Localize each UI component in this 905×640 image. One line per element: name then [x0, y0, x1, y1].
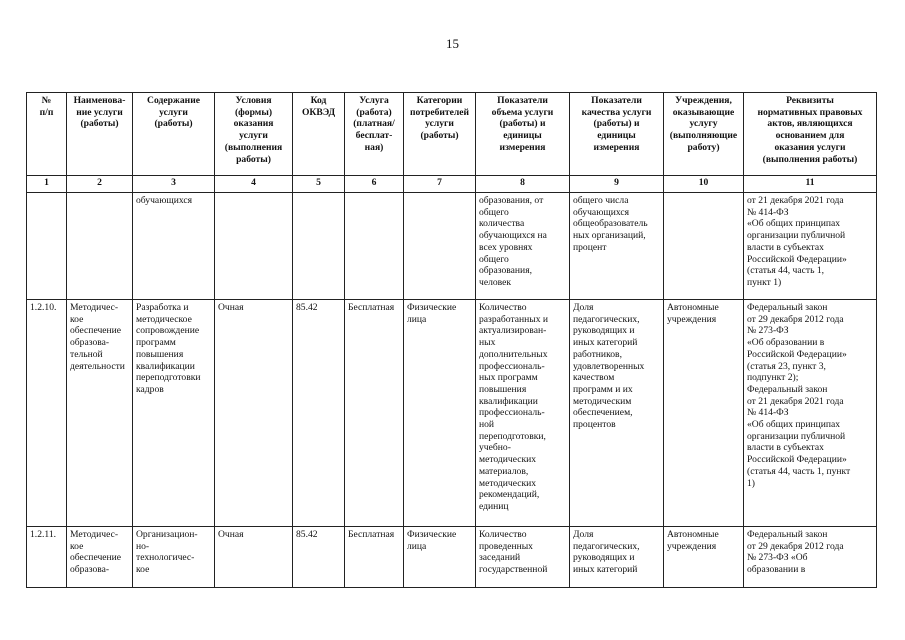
consumer-categories [404, 193, 476, 300]
paid-free: Бесплатная [345, 300, 404, 527]
volume-indicators: Количество разработанных и актуализирован- ных дополнительных профессиональ- ных программ повышения квалификации профессиональ- ной переподготовки, учебно- методических материалов, методических рекомендаций, единиц [476, 300, 570, 527]
column-number: 8 [476, 176, 570, 193]
header-paid-free: Услуга (работа) (платная/ бесплат- ная) [345, 93, 404, 176]
service-content: Организацион- но- технологичес- кое [133, 527, 215, 588]
okved-code: 85.42 [293, 527, 345, 588]
header-legal-acts: Реквизиты нормативных правовых актов, являющихся основанием для оказания услуги (выполнения работы) [744, 93, 877, 176]
volume-indicators: Количество проведенных заседаний государственной [476, 527, 570, 588]
quality-indicators: общего числа обучающихся общеобразователь ных организаций, процент [570, 193, 664, 300]
table-row [27, 193, 877, 300]
header-quality-indicators: Показатели качества услуги (работы) и единицы измерения [570, 93, 664, 176]
legal-acts: Федеральный закон от 29 декабря 2012 года № 273-ФЗ «Об образовании в Российской Федерации» (статья 23, пункт 3, подпункт 2); Федеральный закон от 21 декабря 2021 года № 414-ФЗ «Об общих принципах организации публичной власти в субъектах Российской Федерации» (статья 44, часть 1, пункт 1) [744, 300, 877, 527]
table-row [27, 300, 877, 527]
service-name: Методичес- кое обеспечение образова- тельной деятельности [67, 300, 133, 527]
okved-code [293, 193, 345, 300]
column-number-row [27, 176, 877, 193]
consumer-categories: Физические лица [404, 527, 476, 588]
page-number: 15 [446, 36, 459, 51]
services-table [26, 92, 877, 588]
service-conditions [215, 193, 293, 300]
row-number [27, 193, 67, 300]
institutions: Автономные учреждения [664, 300, 744, 527]
service-name: Методичес- кое обеспечение образова- [67, 527, 133, 588]
column-number: 7 [404, 176, 476, 193]
quality-indicators: Доля педагогических, руководящих и иных категорий работников, удовлетворенных качеством программ и их методическим обеспечением, процентов [570, 300, 664, 527]
header-institutions: Учреждения, оказывающие услугу (выполняющие работу) [664, 93, 744, 176]
table-row [27, 527, 877, 588]
paid-free [345, 193, 404, 300]
consumer-categories: Физические лица [404, 300, 476, 527]
column-number: 10 [664, 176, 744, 193]
column-number: 11 [744, 176, 877, 193]
header-row [27, 93, 877, 176]
service-conditions: Очная [215, 300, 293, 527]
header-service-name: Наименова- ние услуги (работы) [67, 93, 133, 176]
column-number: 4 [215, 176, 293, 193]
service-conditions: Очная [215, 527, 293, 588]
service-name [67, 193, 133, 300]
quality-indicators: Доля педагогических, руководящих и иных категорий [570, 527, 664, 588]
header-volume-indicators: Показатели объема услуги (работы) и единицы измерения [476, 93, 570, 176]
column-number: 5 [293, 176, 345, 193]
column-number: 9 [570, 176, 664, 193]
column-number: 2 [67, 176, 133, 193]
paid-free: Бесплатная [345, 527, 404, 588]
legal-acts: от 21 декабря 2021 года № 414-ФЗ «Об общих принципах организации публичной власти в субъектах Российской Федерации» (статья 44, часть 1, пункт 1) [744, 193, 877, 300]
institutions: Автономные учреждения [664, 527, 744, 588]
column-number: 3 [133, 176, 215, 193]
header-service-content: Содержание услуги (работы) [133, 93, 215, 176]
column-number: 1 [27, 176, 67, 193]
header-consumer-categories: Категории потребителей услуги (работы) [404, 93, 476, 176]
service-content: обучающихся [133, 193, 215, 300]
header-number: № п/п [27, 93, 67, 176]
row-number: 1.2.11. [27, 527, 67, 588]
row-number: 1.2.10. [27, 300, 67, 527]
volume-indicators: образования, от общего количества обучающихся на всех уровнях общего образования, человек [476, 193, 570, 300]
legal-acts: Федеральный закон от 29 декабря 2012 года № 273-ФЗ «Об образовании в [744, 527, 877, 588]
institutions [664, 193, 744, 300]
column-number: 6 [345, 176, 404, 193]
header-conditions: Условия (формы) оказания услуги (выполнения работы) [215, 93, 293, 176]
service-content: Разработка и методическое сопровождение программ повышения квалификации переподготовки кадров [133, 300, 215, 527]
okved-code: 85.42 [293, 300, 345, 527]
header-okved: Код ОКВЭД [293, 93, 345, 176]
